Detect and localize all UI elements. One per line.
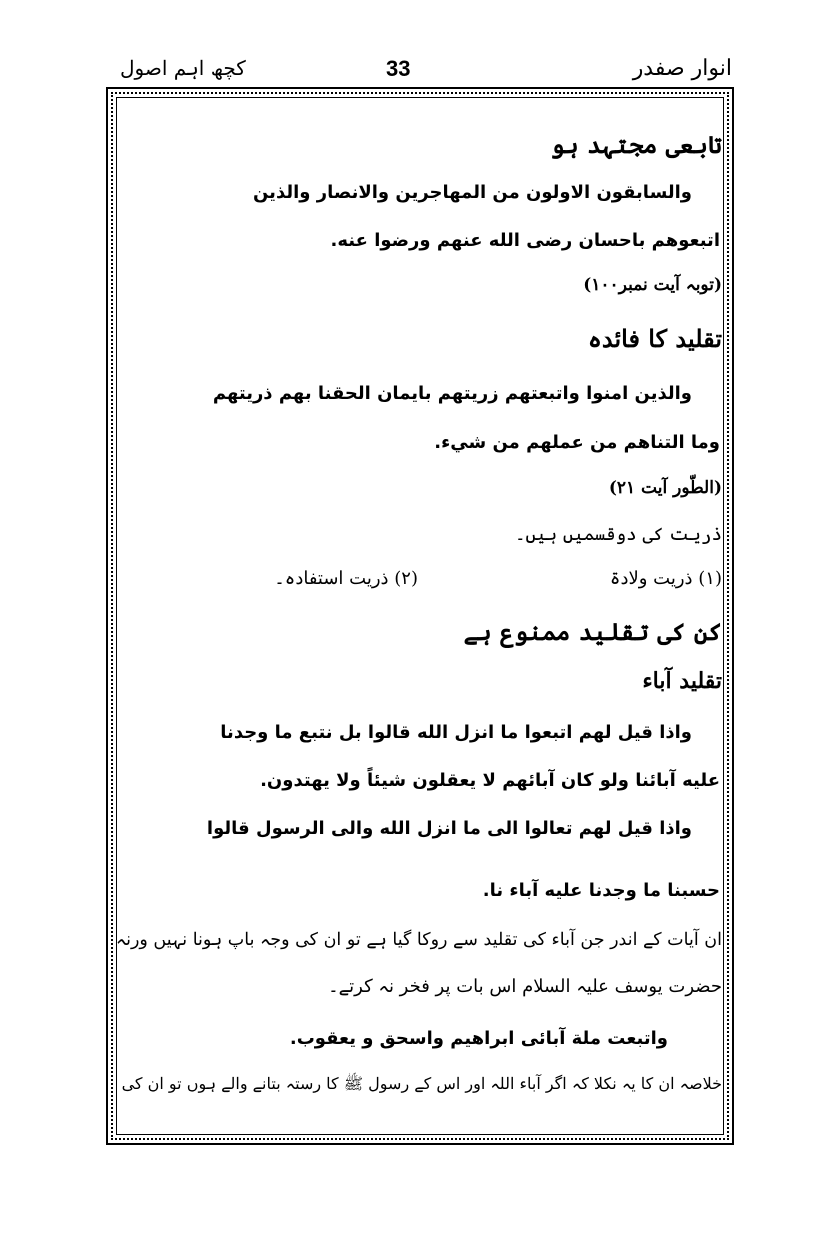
list-item-2: (۲) ذریت استفادہ۔ <box>274 568 418 589</box>
reference-1: (توبہ آیت نمبر۱۰۰) <box>583 275 722 295</box>
arabic-line-1: والسابقون الاولون من المهاجرين والانصار والذين <box>252 182 692 203</box>
arabic-line-6: عليه آبائنا ولو كان آبائهم لا يعقلون شيئاً ولا يهتدون. <box>260 770 720 791</box>
arabic-line-7: واذا قيل لهم تعالوا الى ما انزل الله والى الرسول قالوا <box>206 818 692 839</box>
reference-2: (الطّور آیت ۲۱) <box>608 478 722 498</box>
urdu-line-3: حضرت یوسف علیہ السلام اس بات پر فخر نہ کرتے۔ <box>328 976 722 997</box>
section-heading-1: تابعی مجتہد ہو <box>550 130 722 159</box>
book-title: انوار صفدر <box>632 56 732 81</box>
arabic-line-2: اتبعوهم باحسان رضی الله عنهم ورضوا عنه. <box>330 230 720 251</box>
urdu-line-1: ذریت کی دوقسمیں ہیں۔ <box>514 524 722 545</box>
chapter-title: کچھ اہم اصول <box>120 56 246 80</box>
list-item-1: (۱) ذریت ولادۃ <box>609 568 722 589</box>
urdu-line-4: خلاصہ ان کا یہ نکلا کہ اگر آباء اللہ اور اس کے رسول ﷺ کا رستہ بتانے والے ہوں تو ان کی <box>121 1074 722 1093</box>
arabic-line-5: واذا قيل لهم اتبعوا ما انزل الله قالوا بل نتبع ما وجدنا <box>220 722 692 743</box>
section-subheading: تقلید آباء <box>642 668 722 694</box>
arabic-line-8: حسبنا ما وجدنا عليه آباء نا. <box>482 880 720 901</box>
page-number: 33 <box>386 56 411 81</box>
section-heading-3: کن کی تقلید ممنوع ہے <box>463 617 722 646</box>
urdu-line-2: ان آیات کے اندر جن آباء کی تقلید سے روکا گیا ہے تو ان کی وجہ باپ ہونا نہیں ورنہ <box>115 930 722 950</box>
arabic-line-4: وما التناهم من عملهم من شيء. <box>434 432 720 453</box>
arabic-line-3: والذين امنوا واتبعتهم زريتهم بايمان الحقنا بهم ذريتهم <box>212 383 692 404</box>
section-heading-2: تقلید کا فائدہ <box>587 324 722 353</box>
page-header <box>110 52 732 92</box>
arabic-line-9: واتبعت ملة آبائی ابراهيم واسحق و يعقوب. <box>289 1028 668 1049</box>
